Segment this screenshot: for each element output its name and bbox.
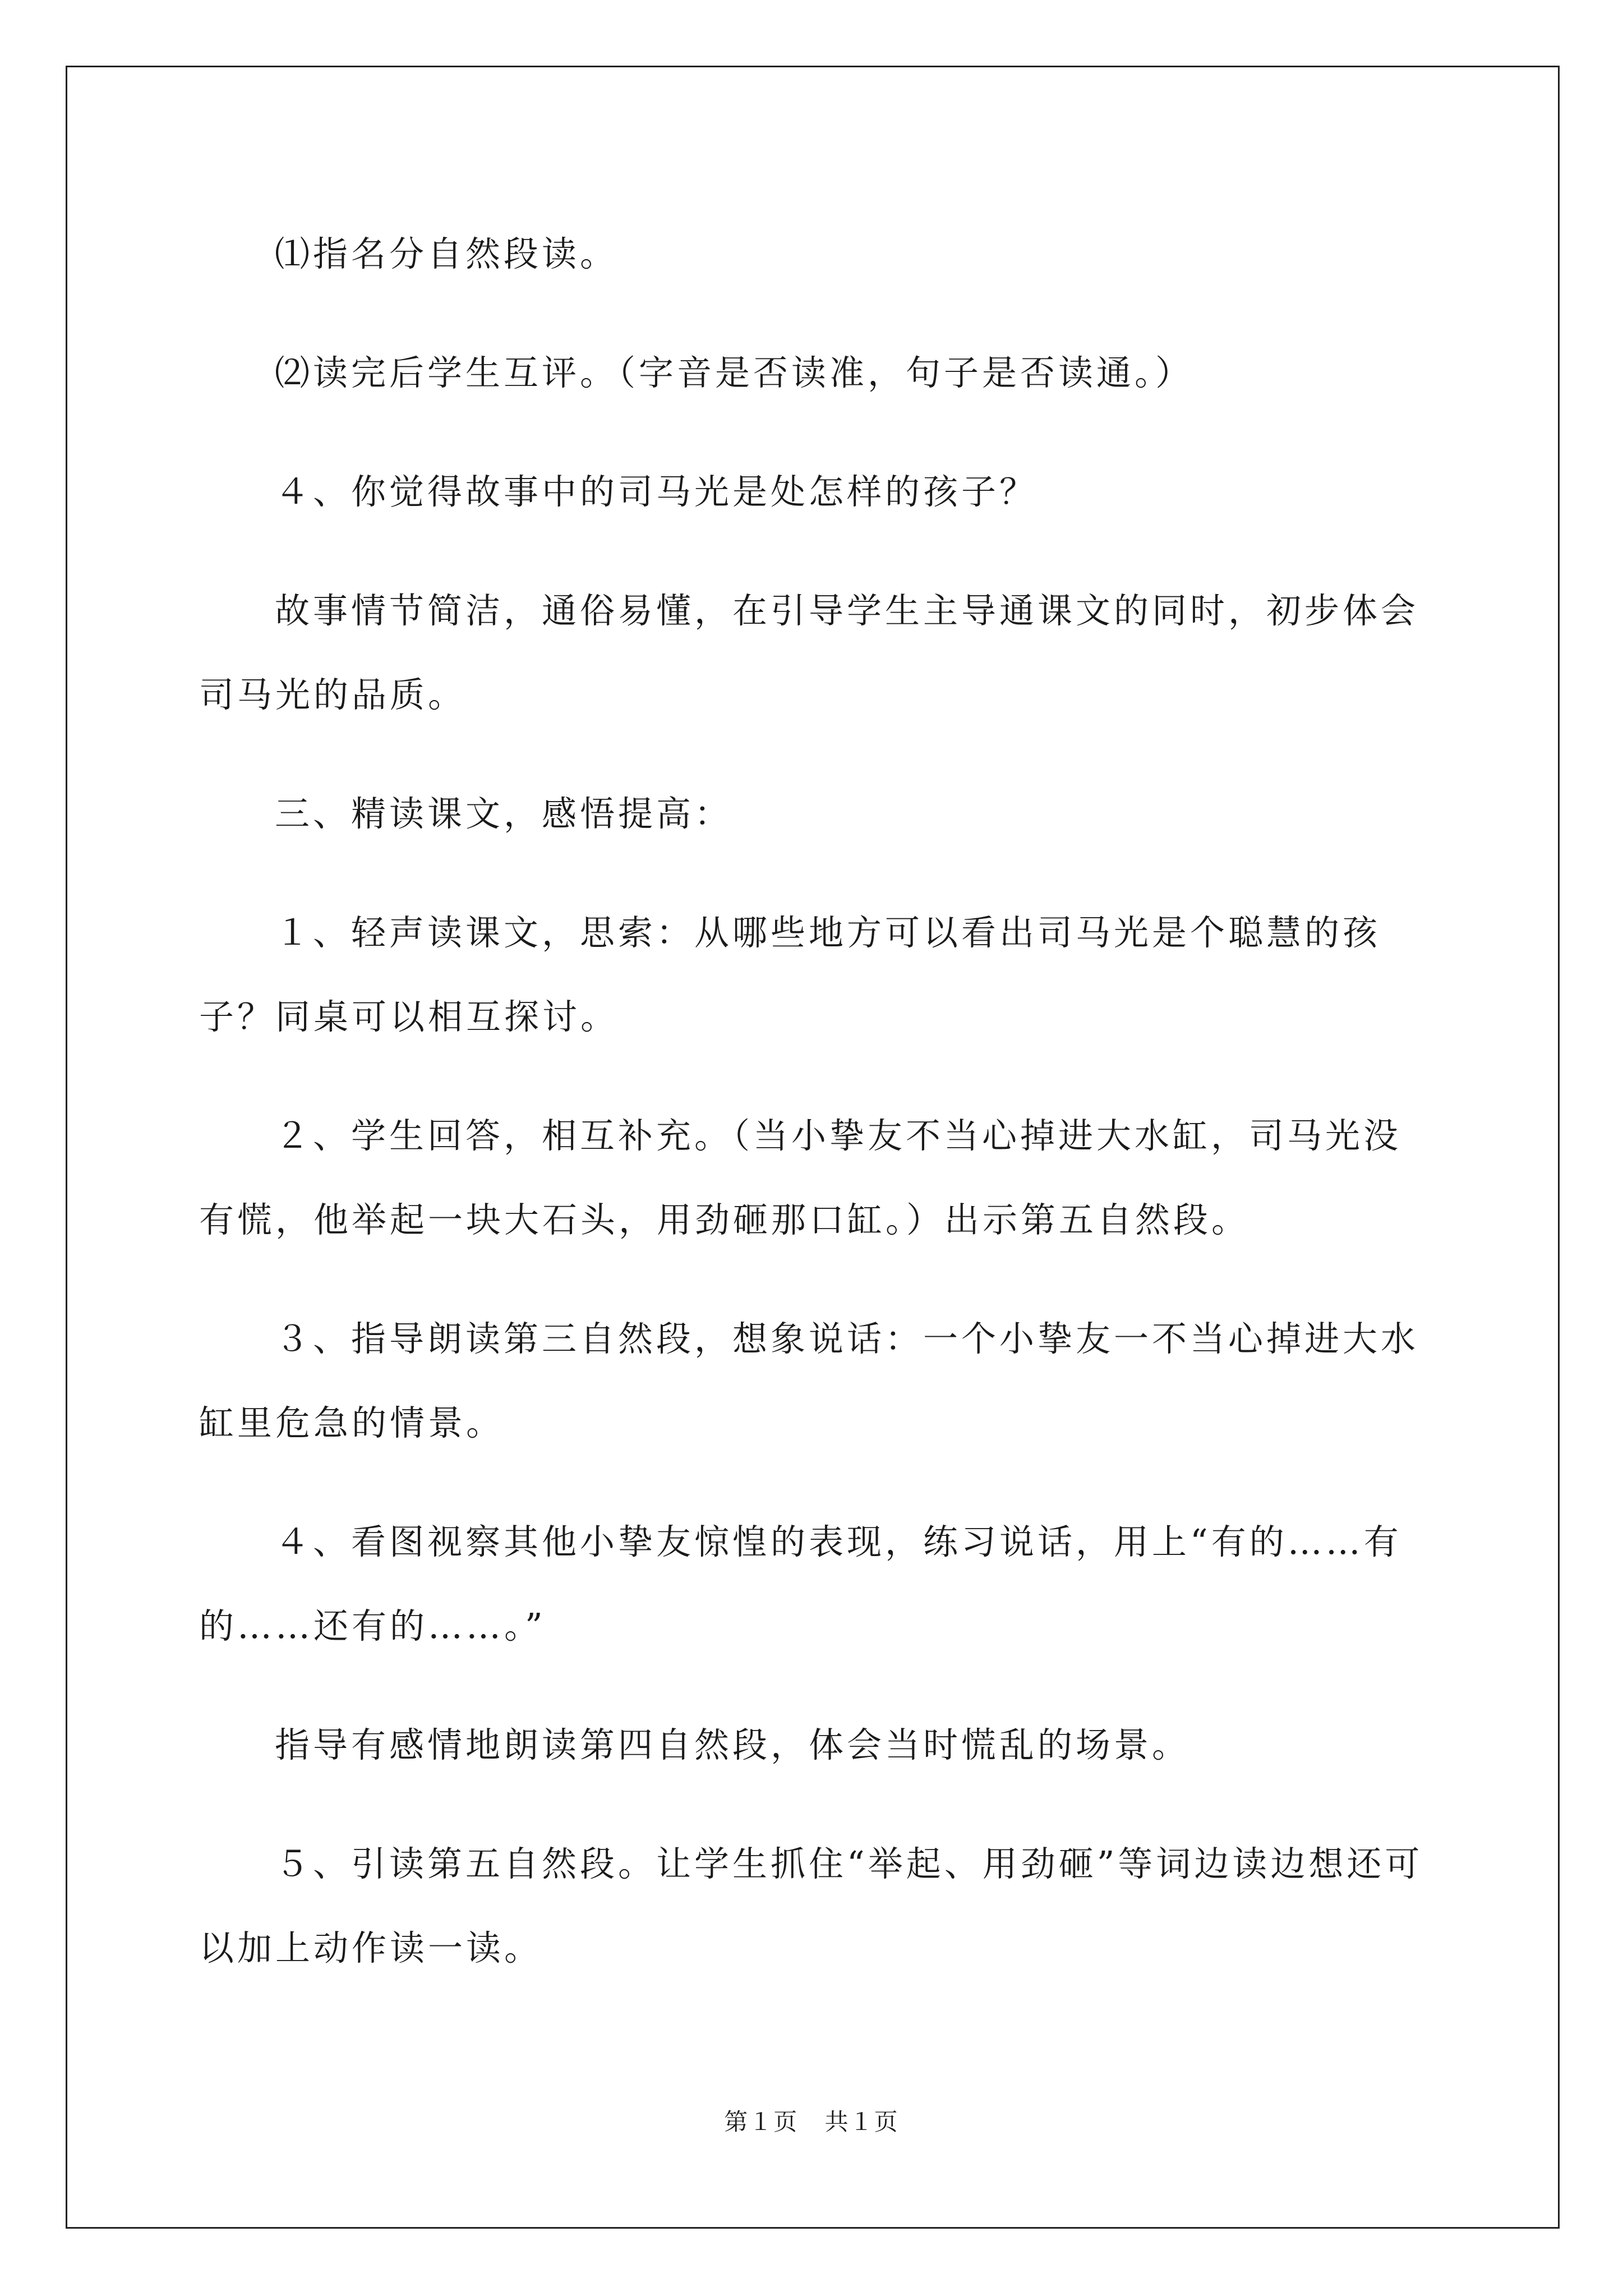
paragraph-3: ４、你觉得故事中的司马光是处怎样的孩子？ [275,471,1038,512]
paragraph-10: 指导有感情地朗读第四自然段，体会当时慌乱的场景。 [275,1724,1191,1765]
paragraph-6: １、轻声读课文，思索：从哪些地方可以看出司马光是个聪慧的孩子？同桌可以相互探讨。 [199,912,1381,1037]
paragraph-4: 故事情节简洁，通俗易懂，在引导学生主导通课文的同时，初步体会司马光的品质。 [199,590,1419,715]
paragraph-9: ４、看图视察其他小挚友惊惶的表现，练习说话，用上“有的……有的……还有的……。” [199,1521,1402,1646]
page-total: 共１页 [824,2108,899,2136]
document-body [199,212,1433,1990]
paragraph-1: ⑴指名分自然段读。 [275,233,619,274]
page-footer [0,2104,1623,2137]
paragraph-5: 三、精读课文，感悟提高： [275,793,733,834]
page-number: 第１页 [724,2108,799,2136]
paragraph-8: ３、指导朗读第三自然段，想象说话：一个小挚友一不当心掉进大水缸里危急的情景。 [199,1318,1419,1443]
paragraph-11: ５、引读第五自然段。让学生抓住“举起、用劲砸”等词边读边想还可以加上动作读一读。 [199,1843,1423,1968]
paragraph-7: ２、学生回答，相互补充。（当小挚友不当心掉进大水缸，司马光没有慌，他举起一块大石头，用劲砸那口缸。）出示第五自然段。 [199,1115,1402,1240]
paragraph-2: ⑵读完后学生互评。（字音是否读准，句子是否读通。） [275,352,1194,393]
